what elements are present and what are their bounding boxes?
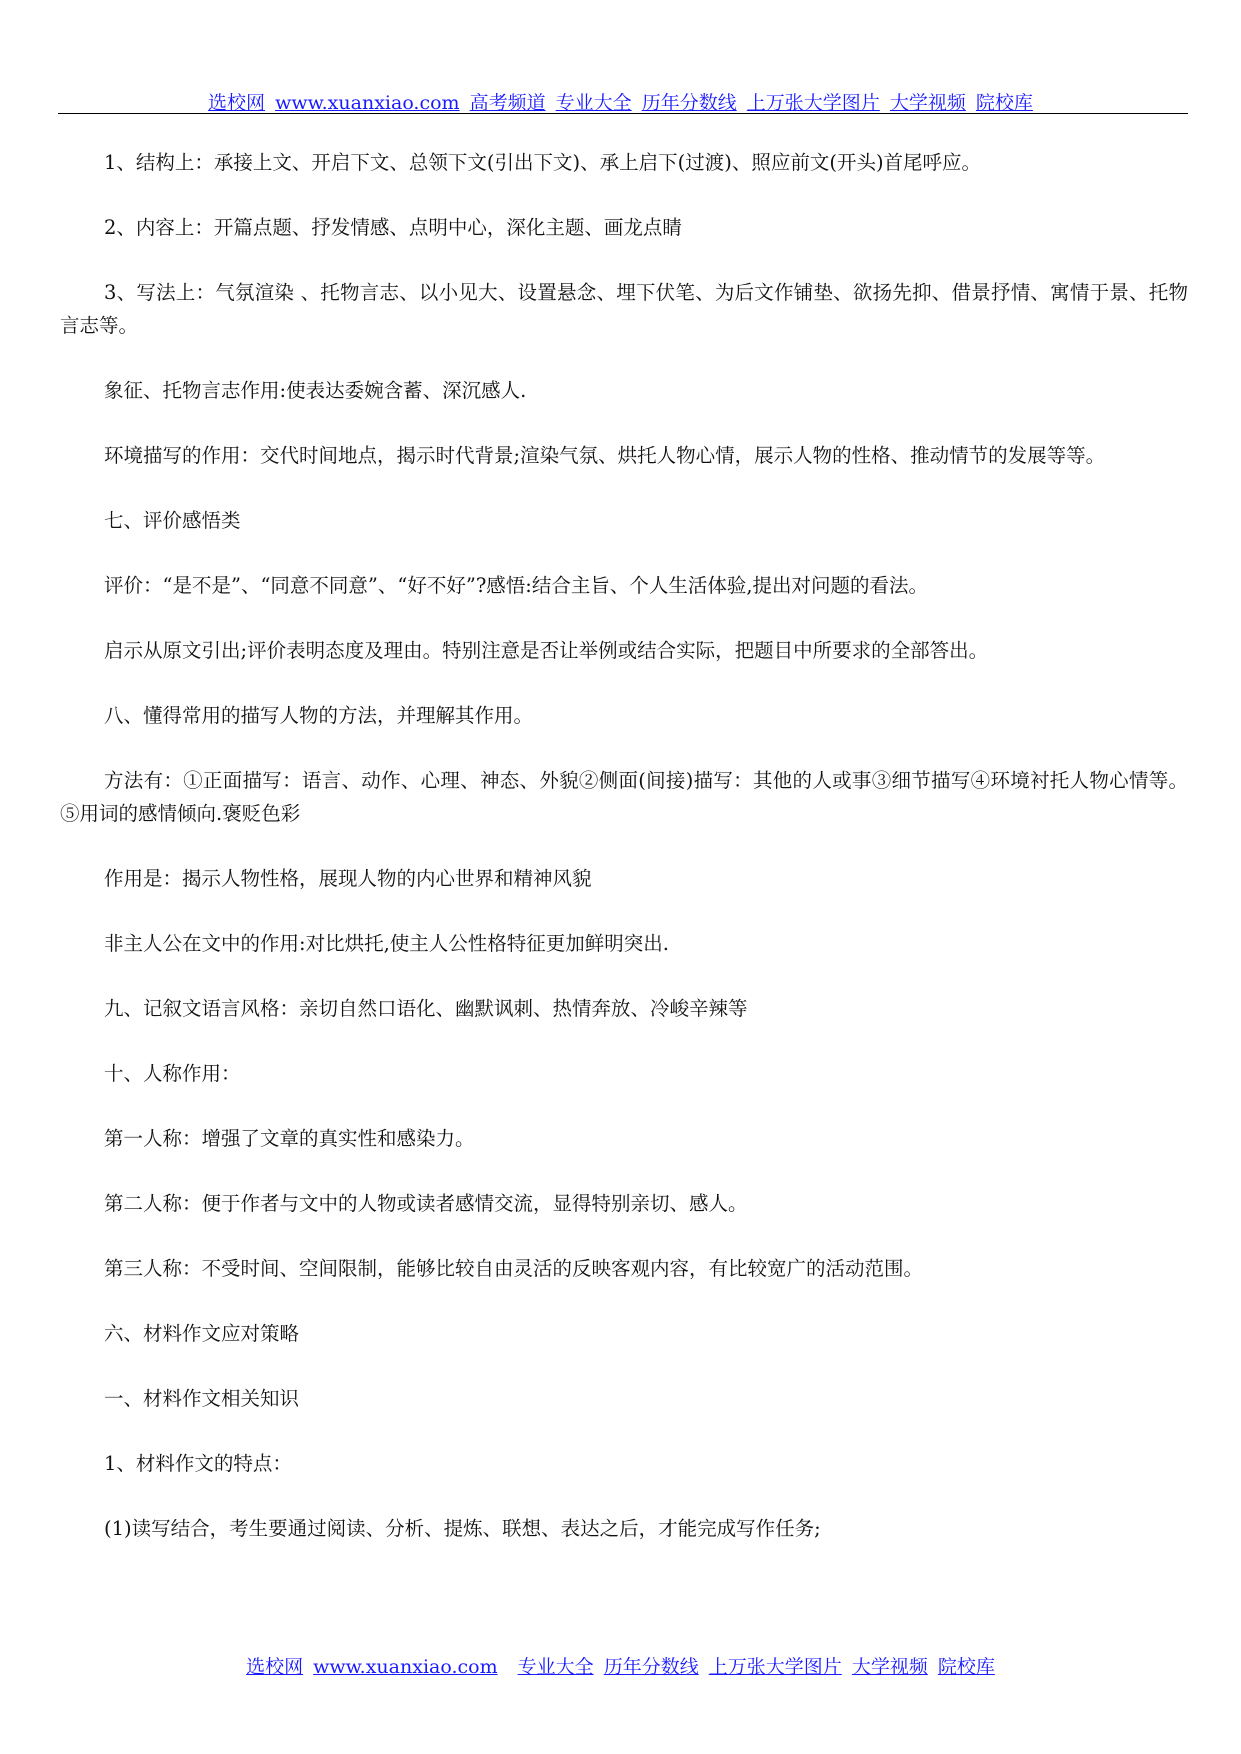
header-link-xuanxiao[interactable]: 选校网 bbox=[208, 92, 266, 114]
document-body bbox=[60, 146, 1188, 1577]
header-link-colleges[interactable]: 院校库 bbox=[975, 92, 1033, 114]
footer-link-xuanxiao[interactable]: 选校网 bbox=[246, 1656, 304, 1678]
section-heading-7: 七、评价感悟类 bbox=[104, 509, 241, 532]
footer-link-majors[interactable]: 专业大全 bbox=[517, 1656, 594, 1678]
paragraph-evaluation: 评价：“是不是”、“同意不同意”、“好不好”?感悟:结合主旨、个人生活体验,提出对问题的看法。 bbox=[104, 574, 929, 597]
paragraph-technique: 3、写法上：气氛渲染 、托物言志、以小见大、设置悬念、埋下伏笔、为后文作铺垫、欲扬先抑、借景抒情、寓情于景、托物言志等。 bbox=[60, 281, 1188, 337]
section-heading-8: 八、懂得常用的描写人物的方法，并理解其作用。 bbox=[104, 704, 534, 727]
header-link-photos[interactable]: 上万张大学图片 bbox=[746, 92, 880, 114]
paragraph-secondary-character: 非主人公在文中的作用:对比烘托,使主人公性格特征更加鲜明突出. bbox=[104, 932, 669, 955]
section-heading-9: 九、记叙文语言风格：亲切自然口语化、幽默讽刺、热情奔放、冷峻辛辣等 bbox=[104, 997, 748, 1020]
paragraph-feature-1: (1)读写结合，考生要通过阅读、分析、提炼、联想、表达之后，才能完成写作任务; bbox=[104, 1517, 821, 1540]
section-heading-6: 六、材料作文应对策略 bbox=[104, 1322, 300, 1345]
footer-link-photos[interactable]: 上万张大学图片 bbox=[708, 1656, 842, 1678]
header-link-videos[interactable]: 大学视频 bbox=[889, 92, 966, 114]
paragraph-third-person: 第三人称：不受时间、空间限制，能够比较自由灵活的反映客观内容，有比较宽广的活动范围。 bbox=[104, 1257, 924, 1280]
section-heading-1: 一、材料作文相关知识 bbox=[104, 1387, 300, 1410]
paragraph-purpose: 作用是：揭示人物性格，展现人物的内心世界和精神风貌 bbox=[104, 867, 592, 890]
paragraph-environment: 环境描写的作用：交代时间地点，揭示时代背景;渲染气氛、烘托人物心情，展示人物的性格、推动情节的发展等等。 bbox=[104, 444, 1106, 467]
paragraph-features-heading: 1、材料作文的特点： bbox=[104, 1452, 292, 1475]
header-link-scores[interactable]: 历年分数线 bbox=[641, 92, 737, 114]
footer-link-site-url[interactable]: www.xuanxiao.com bbox=[313, 1656, 498, 1678]
footer-link-videos[interactable]: 大学视频 bbox=[851, 1656, 928, 1678]
paragraph-second-person: 第二人称：便于作者与文中的人物或读者感情交流，显得特别亲切、感人。 bbox=[104, 1192, 748, 1215]
header-nav bbox=[0, 88, 1241, 115]
paragraph-structure: 1、结构上：承接上文、开启下文、总领下文(引出下文)、承上启下(过渡)、照应前文(开头)首尾呼应。 bbox=[104, 151, 982, 174]
paragraph-methods: 方法有：①正面描写：语言、动作、心理、神态、外貌②侧面(间接)描写：其他的人或事③细节描写④环境衬托人物心情等。⑤用词的感情倾向.褒贬色彩 bbox=[60, 769, 1188, 825]
paragraph-content: 2、内容上：开篇点题、抒发情感、点明中心，深化主题、画龙点睛 bbox=[104, 216, 682, 239]
header-divider bbox=[58, 113, 1188, 114]
footer-nav bbox=[0, 1652, 1241, 1679]
footer-link-scores[interactable]: 历年分数线 bbox=[603, 1656, 699, 1678]
footer-link-colleges[interactable]: 院校库 bbox=[937, 1656, 995, 1678]
header-link-majors[interactable]: 专业大全 bbox=[555, 92, 632, 114]
header-link-site-url[interactable]: www.xuanxiao.com bbox=[275, 92, 460, 114]
paragraph-first-person: 第一人称：增强了文章的真实性和感染力。 bbox=[104, 1127, 475, 1150]
paragraph-symbolism: 象征、托物言志作用:使表达委婉含蓄、深沉感人. bbox=[104, 379, 527, 402]
paragraph-inspiration: 启示从原文引出;评价表明态度及理由。特别注意是否让举例或结合实际，把题目中所要求的全部答出。 bbox=[104, 639, 989, 662]
section-heading-10: 十、人称作用： bbox=[104, 1062, 241, 1085]
header-link-gaokao[interactable]: 高考频道 bbox=[469, 92, 546, 114]
